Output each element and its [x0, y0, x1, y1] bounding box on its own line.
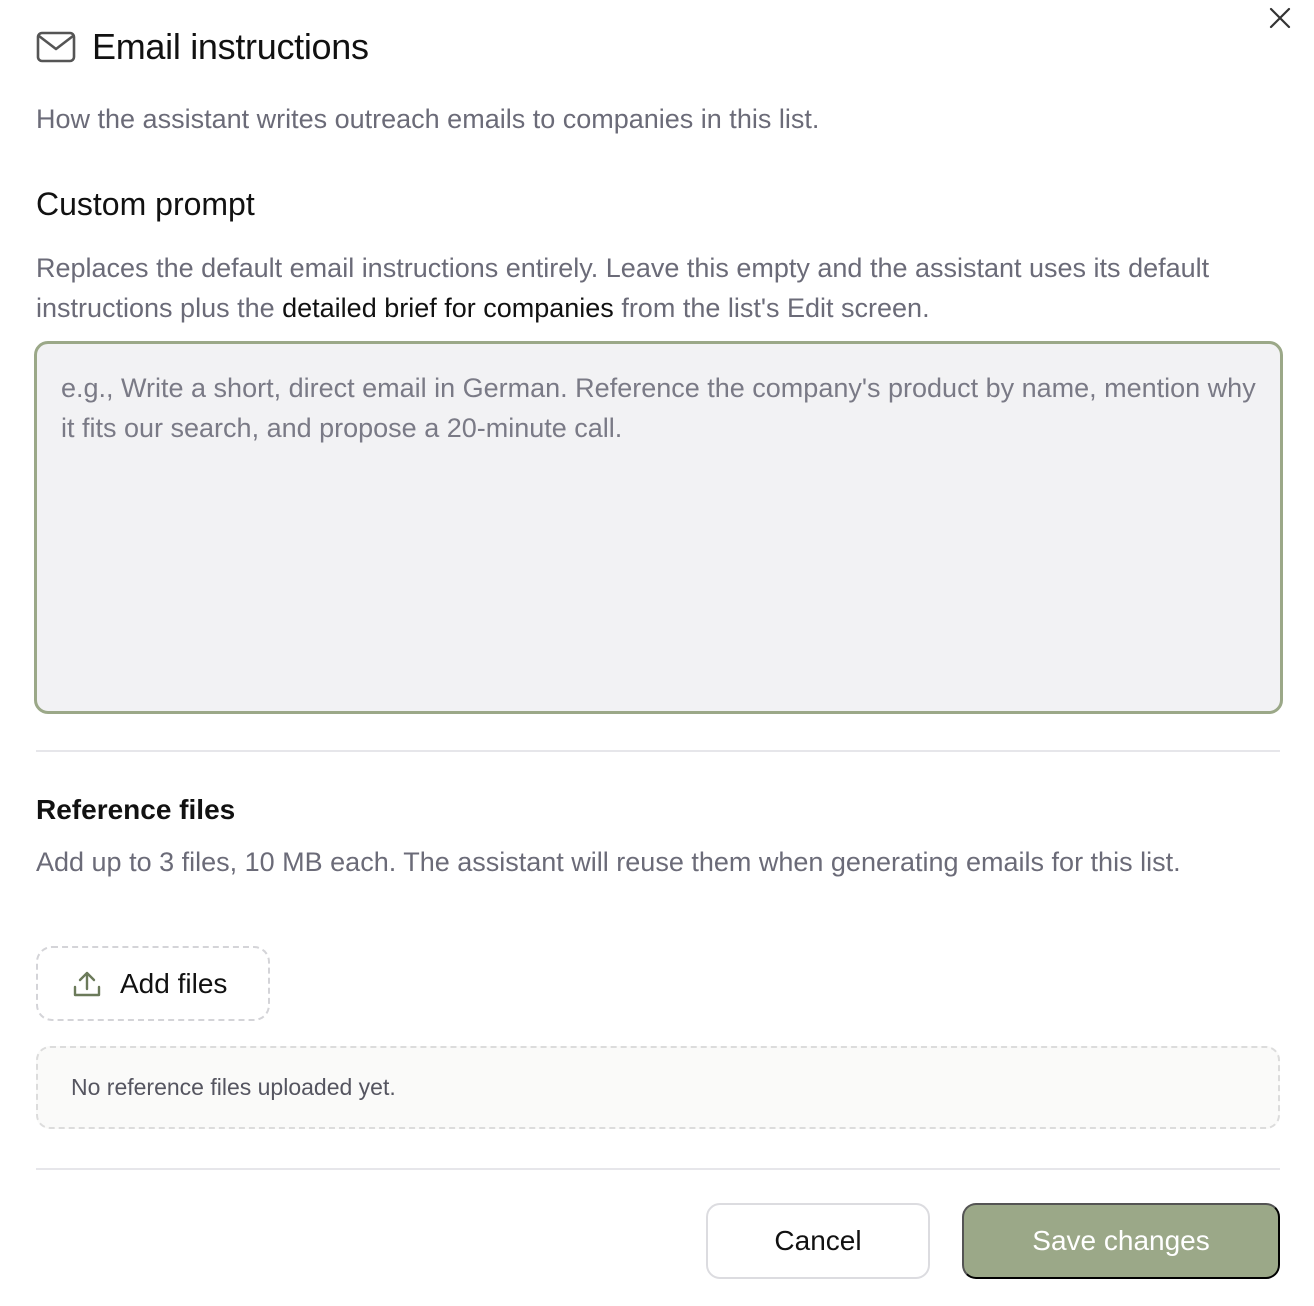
upload-icon [72, 968, 104, 1000]
custom-prompt-description-prefix: Replaces the default email instructions entirely. Leave this empty and the assistant uses its default instructions plus the [36, 253, 1210, 323]
add-files-button[interactable] [36, 946, 270, 1021]
detailed-brief-emphasis: detailed brief for companies [282, 293, 614, 323]
section-divider [36, 750, 1280, 752]
reference-files-heading: Reference files [36, 794, 236, 825]
footer-divider [36, 1168, 1280, 1170]
save-changes-button[interactable]: Save changes [962, 1203, 1280, 1279]
cancel-button[interactable]: Cancel [706, 1203, 930, 1279]
empty-state-text: No reference files uploaded yet. [71, 1074, 396, 1100]
custom-prompt-description [36, 248, 1276, 328]
reference-files-empty-state [36, 1046, 1280, 1129]
close-button[interactable] [1264, 4, 1296, 36]
custom-prompt-textarea[interactable] [34, 341, 1283, 714]
dialog-title: Email instructions [92, 26, 369, 67]
close-icon [1269, 7, 1291, 34]
dialog-subtitle: How the assistant writes outreach emails to companies in this list. [36, 104, 820, 134]
mail-icon [36, 27, 76, 67]
add-files-label: Add files [120, 967, 228, 999]
reference-files-description: Add up to 3 files, 10 MB each. The assistant will reuse them when generating emails for this list. [36, 847, 1181, 877]
dialog-header [36, 26, 369, 68]
custom-prompt-heading: Custom prompt [36, 186, 255, 222]
custom-prompt-description-suffix: from the list's Edit screen. [613, 293, 930, 323]
